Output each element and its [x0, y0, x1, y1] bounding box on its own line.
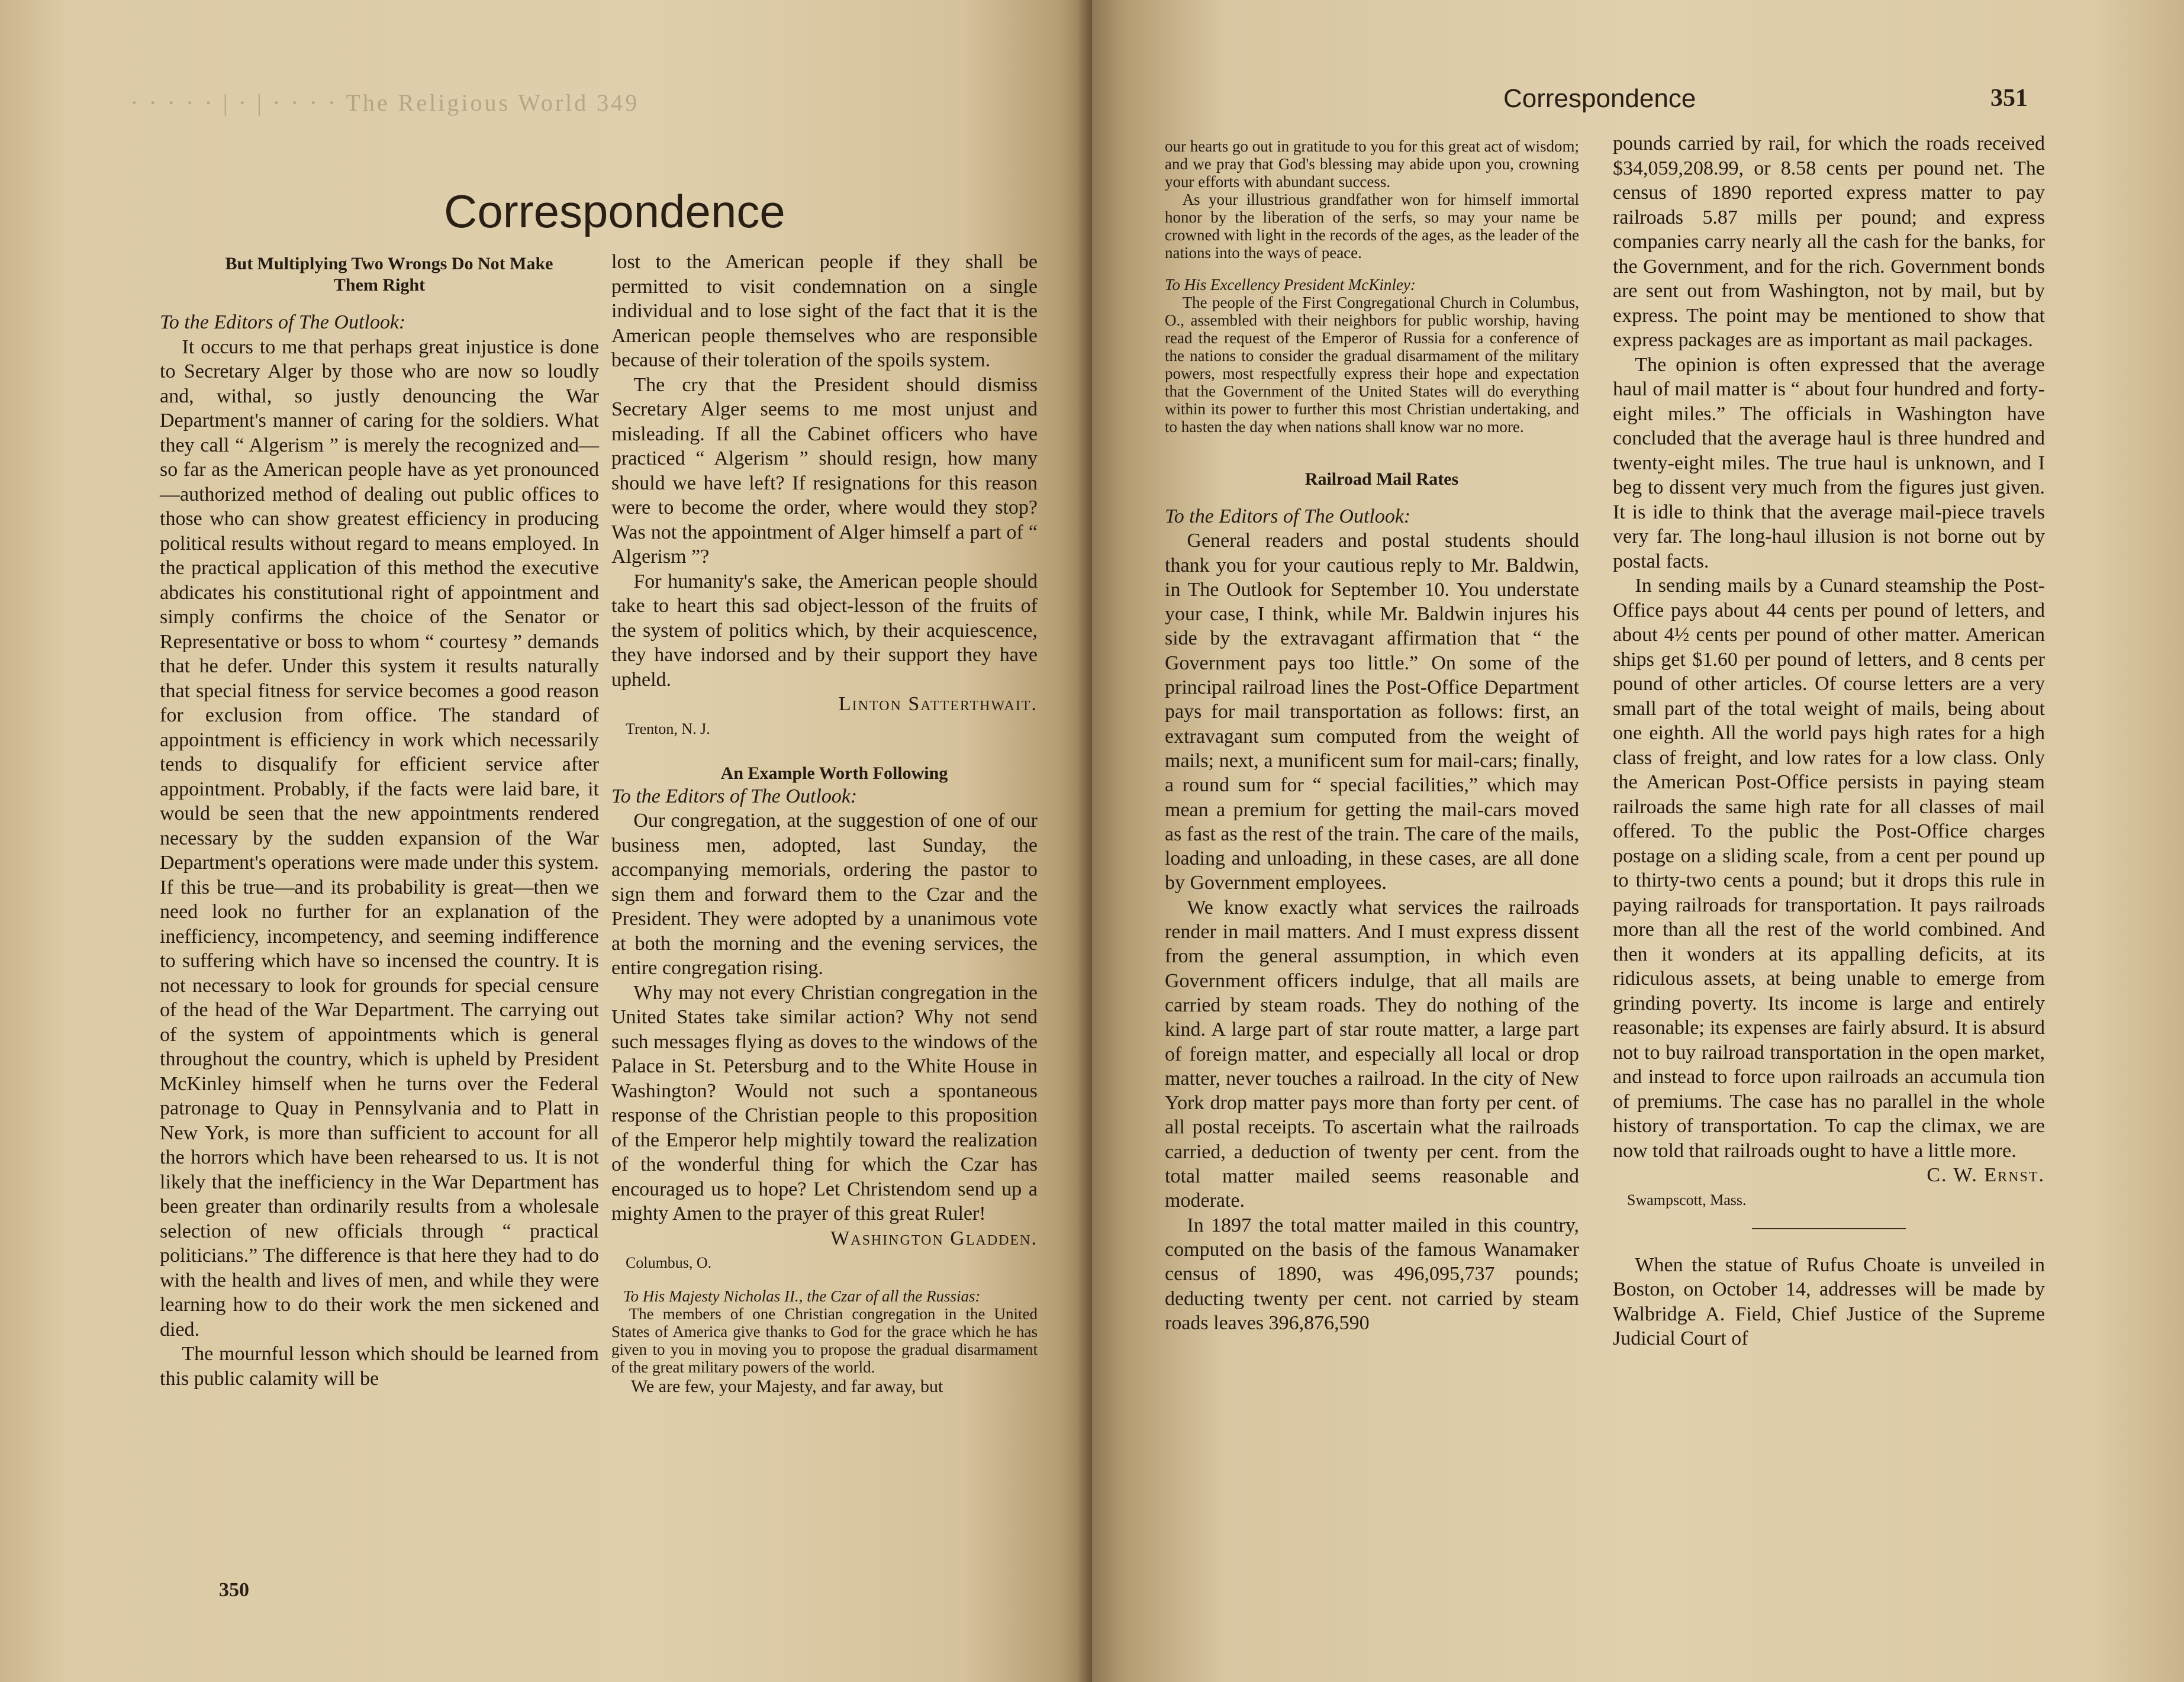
- column-1: [160, 253, 599, 1391]
- running-header: Correspondence: [1503, 84, 1696, 113]
- page-number: 351: [1990, 85, 2028, 112]
- paragraph: General readers and postal students should thank you for your cautious reply to Mr. Baldwin, in The Outlook for September 10. You understate your case, I think, while Mr. Baldwin injures his side by the extravagant affirmation that “ the Government pays too little.” On some of the principal railroad lines the Post-Office Department pays for mail transportation as follows: first, an extravagant sum computed from the weight of mails; next, a munificent sum for mail-cars; finally, a round sum for “ special facilities,” which may mean a premium for getting the mail-cars moved as fast as the rest of the train. The care of the mails, loading and unloading, in these cases, are all done by Government employees.: [1165, 530, 1579, 894]
- paragraph: Why may not every Christian congregation in the United States take similar action? Why not send such messages flying as doves to the windows of the Palace in St. Petersburg and to the White House in Washington? Would not such a spontaneous response of the Christian people to this proposition of the Emperor help mightily toward the realization of the wonderful thing for which the Czar has encouraged us to hope? Let Christendom send up a mighty Amen to the prayer of this great Ruler!: [611, 981, 1038, 1225]
- paragraph: The mournful lesson which should be learned from this public calamity will be: [160, 1343, 599, 1390]
- paragraph: our hearts go out in gratitude to you for this great act of wisdom; and we pray that God's blessing may abide upon you, crowning your efforts with abundant success.: [1165, 137, 1579, 191]
- letter-salutation: To the Editors of The Outlook:: [611, 785, 858, 807]
- memorial-salutation: To His Excellency President McKinley:: [1165, 276, 1416, 294]
- letter-heading: Railroad Mail Rates: [1304, 469, 1459, 489]
- paragraph: In 1897 the total matter mailed in this country, computed on the basis of the famous Wanamaker census of 1890, was 496,095,737 pounds; deducting twenty per cent. not carried by steam roads leaves 396,876,590: [1165, 1214, 1579, 1334]
- column-4: [1613, 131, 2045, 1351]
- page-title: Correspondence: [444, 185, 785, 237]
- paragraph: The people of the First Congregational Church in Columbus, O., assembled with their neighbors for public worship, having read the request of the Emperor of Russia for a conference of the nations to consider the gradual disarmament of the military powers, most respectfully express their hope and expectation that the Government of the United States will do everything within its power to further this most Christian undertaking, and to hasten the day when nations shall know war no more.: [1165, 294, 1579, 436]
- letter-heading: An Example Worth Following: [720, 763, 948, 783]
- letter-salutation: To the Editors of The Outlook:: [160, 311, 406, 333]
- paragraph: In sending mails by a Cunard steamship the Post-Office pays about 44 cents per pound of letters, and about 4½ cents per pound of other matter. American ships get $1.60 per pound of letters, and 8 cents per pound of other articles. Of course letters are a very small part of the total weight of mails, being about one eighth. All the world pays high rates for a high class of freight, and low rates for a low class. Only the American Post-Office persists in paying steam railroads the same high rate for all classes of mail offered. To the public the Post-Office charges postage on a sliding scale, from a cent per pound up to thirty-two cents a pound; but it drops this rule in paying railroads for transportation. It pays railroads more than all the rest of the world combined. And then it wonders at its appalling deficits, at its ridiculous assets, at being unable to emerge from grinding poverty. Its income is large and entirely reasonable; its expenses are fairly absurd. It is absurd not to buy railroad transportation in the open market, and instead to force upon railroads an accumula tion of premiums. The case has no parallel in the whole history of transportation. To cap the climax, we are now told that railroads ought to have a little more.: [1613, 575, 2045, 1162]
- place-line: Swampscott, Mass.: [1627, 1191, 1747, 1209]
- paragraph: We are few, your Majesty, and far away, but: [631, 1377, 943, 1396]
- railroad-letter: [1165, 469, 1579, 1335]
- paragraph: The opinion is often expressed that the average haul of mail matter is “ about four hundred and forty-eight miles.” The officials in Washington have concluded that the average haul is three hundred and twenty-eight miles. The true haul is unknown, and I beg to dissent very much from the figures just given. It is idle to think that the average mail-piece travels very far. The long-haul illusion is not borne out by postal facts.: [1613, 353, 2045, 572]
- paragraph: Our congregation, at the suggestion of one of our business men, adopted, last Sunday, the accompanying memorials, ordering the pastor to sign them and forward them to the Czar and the President. They were adopted by a unanimous vote at both the morning and the evening services, the entire congregation rising.: [611, 810, 1038, 979]
- memorial-salutation: To His Majesty Nicholas II., the Czar of all the Russias:: [623, 1287, 981, 1305]
- paragraph: For humanity's sake, the American people should take to heart this sad object-lesson of the fruits of the system of politics which, by their acquiescence, they have indorsed and by their support they have upheld.: [611, 570, 1038, 691]
- signature: Washington Gladden.: [830, 1227, 1038, 1249]
- right-page: [1092, 0, 2184, 1682]
- paragraph: As your illustrious grandfather won for himself immortal honor by the liberation of the serfs, so may your name be crowned with light in the records of the ages, as the leader of the nations into the ways of peace.: [1165, 191, 1579, 262]
- signature: Linton Satterthwait.: [838, 693, 1038, 715]
- paragraph: The members of one Christian congregation in the United States of America give thanks to God for the grace which he has given to you in moving you to propose the gradual disarmament of the great military powers of the world.: [611, 1305, 1038, 1376]
- column-3: [1165, 137, 1579, 1335]
- paragraph: We know exactly what services the railroads render in mail matters. And I must express dissent from the general assumption, in which even Government officers indulge, that all mails are carried by steam roads. They do nothing of the kind. A large part of star route matter, a large part of foreign matter, and especially all local or drop matter, never touches a railroad. In the city of New York drop matter pays more than forty per cent. of all postal receipts. To ascertain what the railroads carried, a deduction of twenty per cent. from the total matter mailed seems reasonable and moderate.: [1165, 896, 1579, 1212]
- page-number: 350: [219, 1579, 249, 1601]
- letter-salutation: To the Editors of The Outlook:: [1165, 505, 1411, 527]
- place-line: Columbus, O.: [626, 1254, 712, 1271]
- bleed-through-text: · · · · · | · | · · · · The Religious World 349: [130, 89, 640, 116]
- paragraph: pounds carried by rail, for which the roads received $34,059,208.99, or 8.58 cents per pound net. The census of 1890 reported express matter to pay railroads 5.87 mills per pound; and express companies carry nearly all the cash for the banks, for the Government, and for the rich. Government bonds are sent out from Washington, not by mail, but by express. The point may be mentioned to show that express packages are as important as mail packages.: [1613, 133, 2045, 351]
- place-line: Trenton, N. J.: [626, 720, 710, 737]
- paragraph: When the statue of Rufus Choate is unveiled in Boston, on October 14, addresses will be made by Walbridge A. Field, Chief Justice of the Supreme Judicial Court of: [1613, 1254, 2045, 1349]
- signature: C. W. Ernst.: [1927, 1164, 2045, 1186]
- section-divider: [1752, 1228, 1906, 1229]
- paragraph: It occurs to me that perhaps great injustice is done to Secretary Alger by those who are now so loudly and, withal, so justly denouncing the War Department's manner of caring for the soldiers. What they call “ Algerism ” is merely the recognized and—so far as the American people have as yet pronounced—authorized method of dealing out public offices to those who can show greatest efficiency in producing political results without regard to means employed. In the practical application of this method the executive abdicates his constitutional right of appointment and simply confirms the choice of the Senator or Representative or boss to whom “ courtesy ” demands that he defer. Under this system it results naturally that special fitness for service becomes a good reason for exclusion from office. The standard of appointment is efficiency in work which necessarily tends to disqualify for efficient service after appointment. Probably, if the facts were laid bare, it would be seen that the new appointments rendered necessary by the sudden expansion of the War Department's operations were made under this system. If this be true—and its probability is great—then we need look no further for an explanation of the inefficiency, incompetency, and seeming indifference to suffering which have so incensed the country. It is not necessary to look for grounds for special censure of the head of the War Department. The carrying out of the system of appointments which is general throughout the country, which is upheld by President McKinley himself when he turns over the Federal patronage to Quay in Pennsylvania and to Platt in New York, is more than sufficient to account for all the horrors which have been rehearsed to us. It is not likely that the inefficiency in the War Department has been greater than ordinarily results from a wholesale selection of new officials through “ practical politicians.” The difference is that here they had to do with the health and lives of men, and while they were learning how to do their work the men sickened and died.: [160, 336, 599, 1341]
- memorial-czar: [611, 1287, 1038, 1376]
- column-2: [611, 250, 1038, 1397]
- letter-heading: But Multiplying Two Wrongs Do Not Make Them Right: [225, 254, 553, 295]
- paragraph: The cry that the President should dismiss Secretary Alger seems to me most unjust and misleading. If all the Cabinet officers who have practiced “ Algerism ” should resign, how many should we have left? If resignations for this reason were to become the order, where would they stop? Was not the appointment of Alger himself a part of “ Algerism ”?: [611, 373, 1038, 568]
- paragraph: lost to the American people if they shall be permitted to visit condemnation on a single individual and to lose sight of the fact that it is the American people themselves who are responsible because of their toleration of the spoils system.: [611, 251, 1038, 371]
